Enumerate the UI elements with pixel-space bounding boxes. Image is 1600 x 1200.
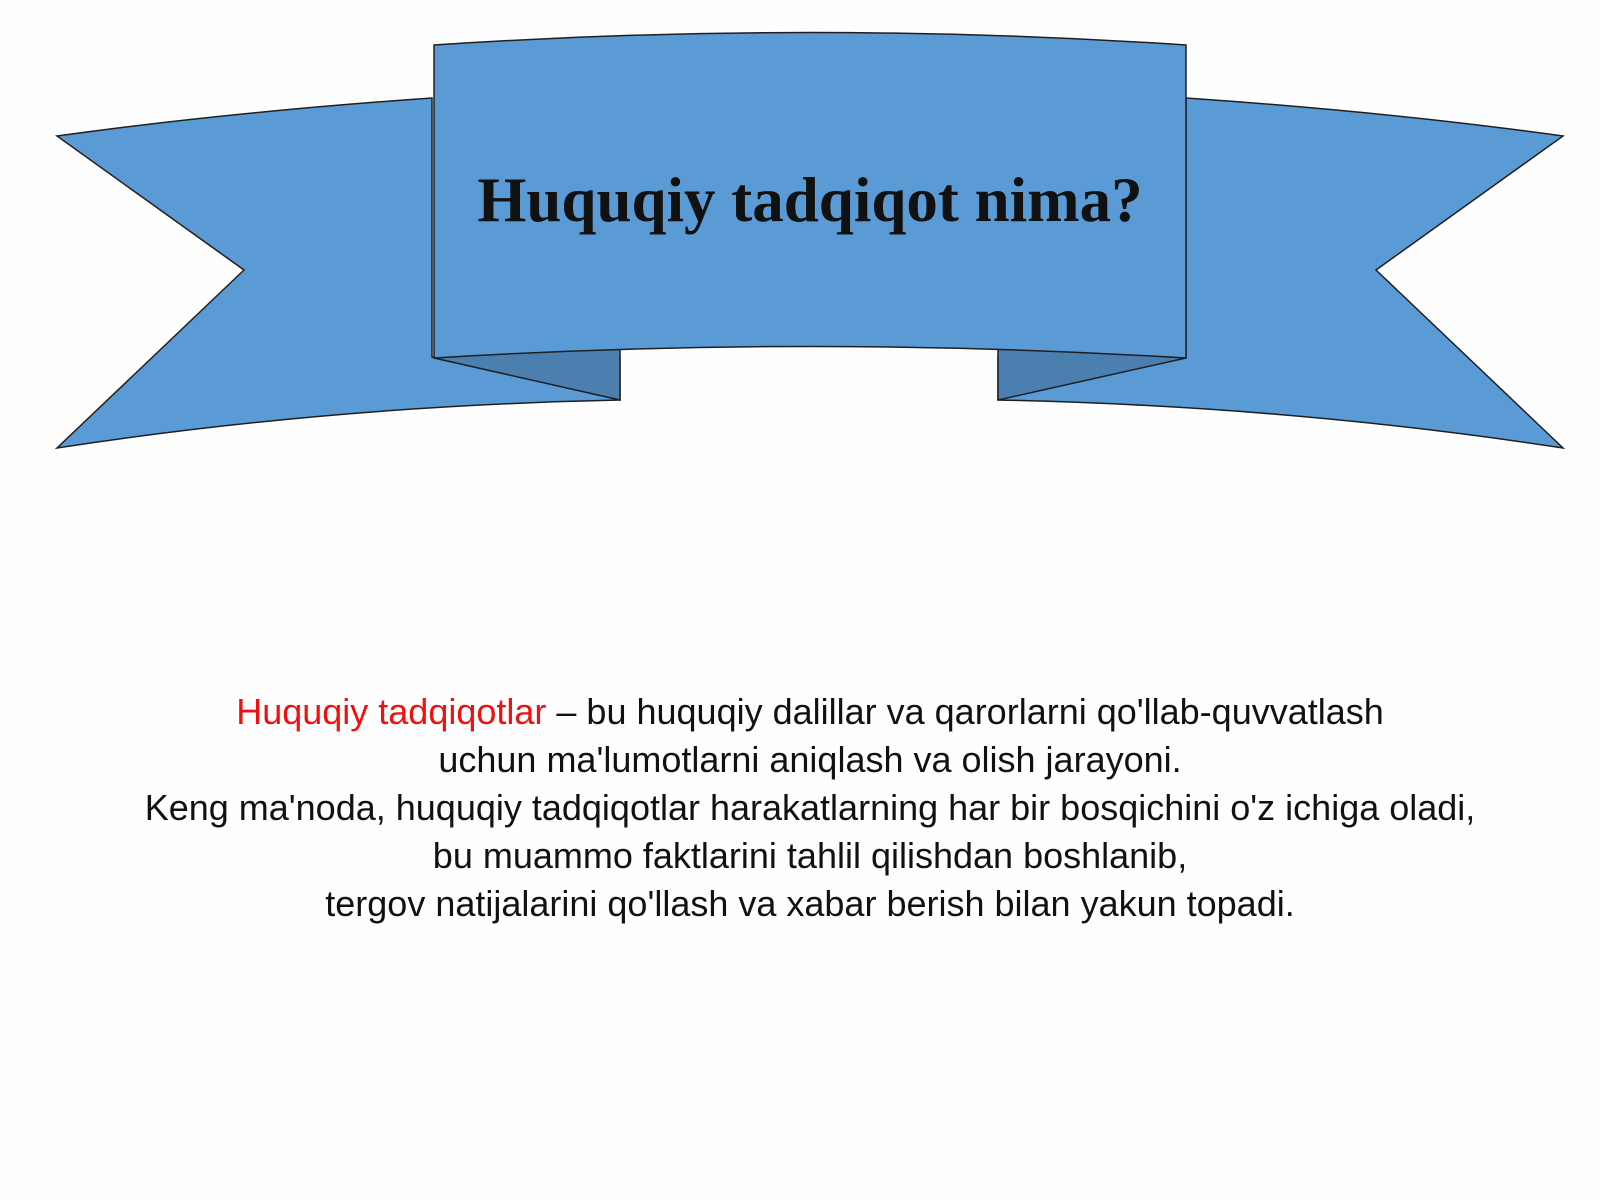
definition-line-2: uchun ma'lumotlarni aniqlash va olish jarayoni. bbox=[438, 739, 1182, 780]
definition-term: Huquqiy tadqiqotlar bbox=[236, 691, 547, 732]
definition-line-3: Keng ma'noda, huquqiy tadqiqotlar harakatlarning har bir bosqichini o'z ichiga oladi, bbox=[144, 787, 1476, 828]
definition-line-1-rest: – bu huquqiy dalillar va qarorlarni qo'llab-quvvatlash bbox=[546, 691, 1384, 732]
definition-paragraph bbox=[40, 688, 1580, 928]
definition-line-5: tergov natijalarini qo'llash va xabar berish bilan yakun topadi. bbox=[325, 883, 1295, 924]
slide-title: Huquqiy tadqiqot nima? bbox=[477, 165, 1143, 235]
definition-line-4: bu muammo faktlarini tahlil qilishdan boshlanib, bbox=[432, 835, 1188, 876]
definition-line-1 bbox=[40, 688, 1580, 736]
